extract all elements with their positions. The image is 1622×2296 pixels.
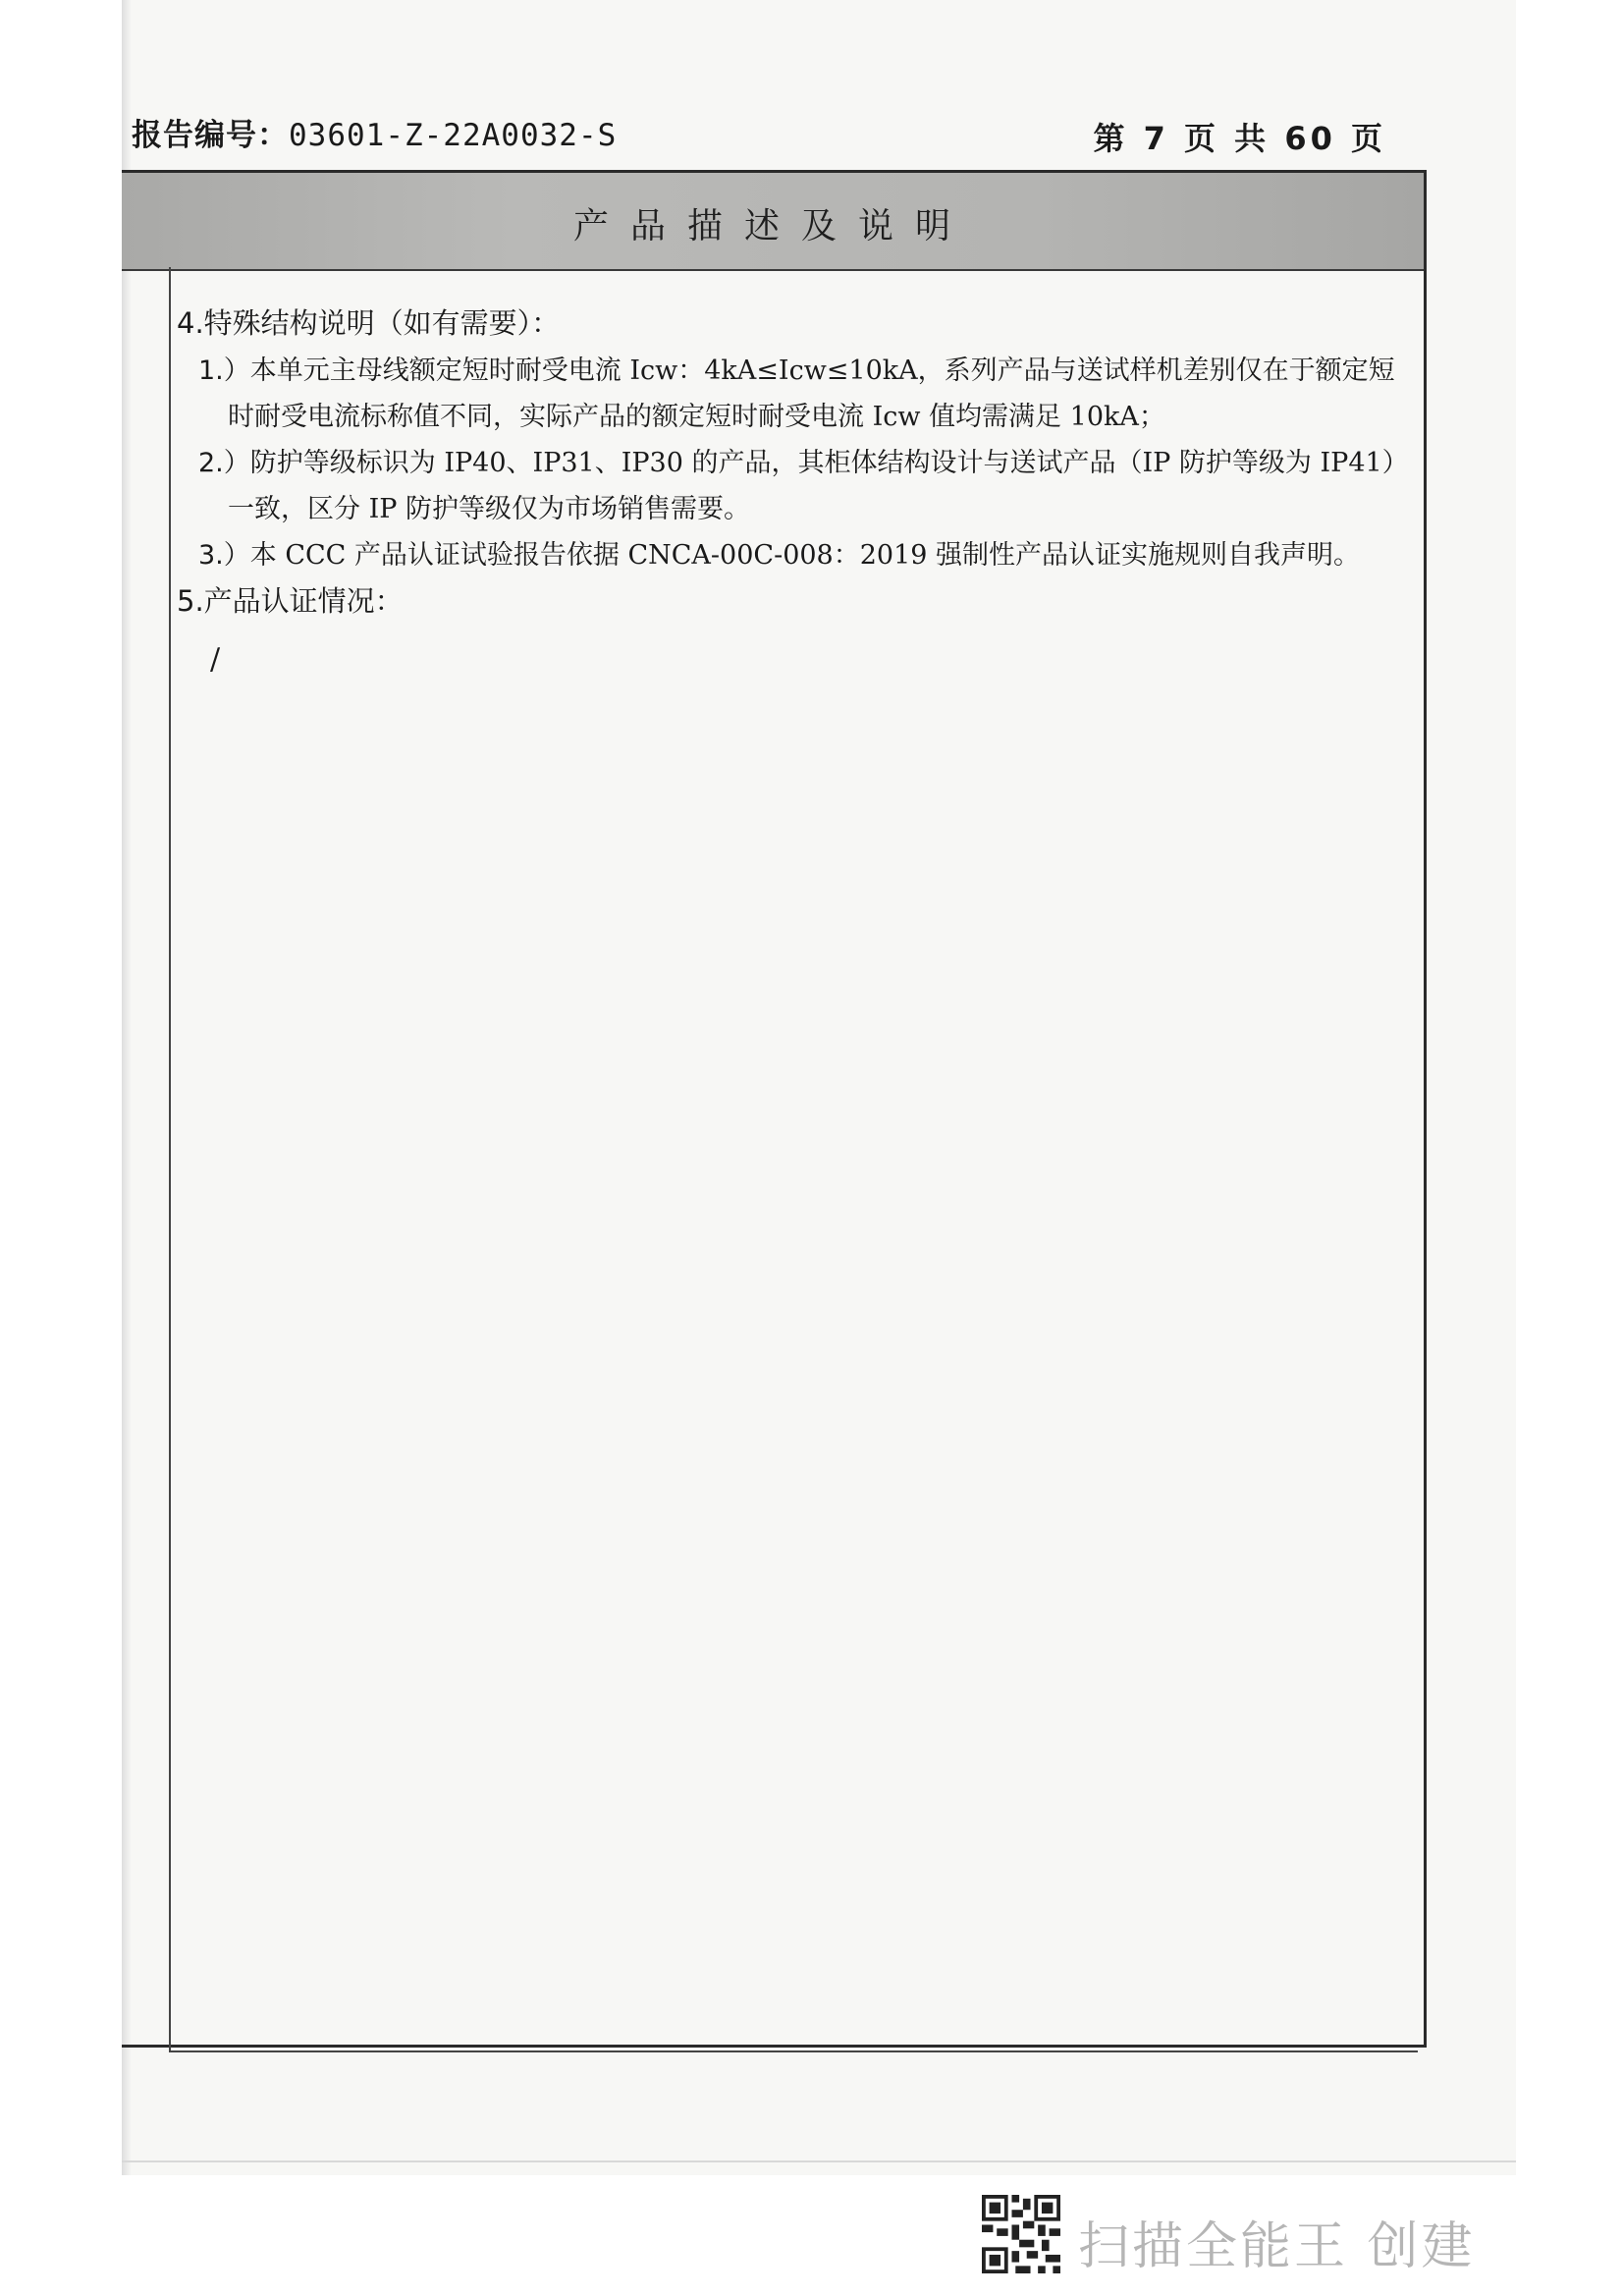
section-5 (177, 578, 1414, 626)
qr-code-icon (982, 2195, 1060, 2273)
section-title-bar (122, 170, 1427, 271)
item-number: 3.） (198, 540, 250, 571)
scanner-watermark (982, 2195, 1476, 2276)
section-4-title: 4.特殊结构说明（如有需要）： (177, 306, 561, 340)
item-text: 本 CCC 产品认证试验报告依据 CNCA-00C-008：2019 强制性产品认证实施规则自我声明。 (249, 540, 1361, 571)
item-text: 防护等级标识为 IP40、IP31、IP30 的产品，其柜体结构设计与送试产品（IP 防护等级为 IP41） (249, 448, 1409, 478)
section-4-item-3 (177, 532, 1414, 578)
section-4 (177, 301, 1414, 348)
item-number: 1.） (198, 355, 250, 386)
report-number-value: 03601-Z-22A0032-S (289, 118, 618, 153)
report-number (132, 110, 617, 154)
watermark-text: 扫描全能王 创建 (1078, 2217, 1476, 2276)
item-text: 本单元主母线额定短时耐受电流 Icw：4kA≤Icw≤10kA，系列产品与送试样机差别仅在于额定短 (249, 355, 1395, 386)
body-text (177, 301, 1414, 626)
page-info: 第 7 页 共 60 页 (1093, 120, 1386, 157)
page-bottom-edge (122, 2160, 1516, 2162)
section-4-item-1 (177, 348, 1414, 394)
certification-status-value: / (210, 642, 221, 677)
section-4-item-2 (177, 440, 1414, 486)
section-title: 产品描述及说明 (572, 206, 972, 246)
section-4-item-2-continued: 一致，区分 IP 防护等级仅为市场销售需要。 (228, 494, 750, 524)
report-number-label: 报告编号： (132, 118, 289, 153)
section-4-item-1-continued: 时耐受电流标称值不同，实际产品的额定短时耐受电流 Icw 值均需满足 10kA； (228, 402, 1165, 432)
item-number: 2.） (198, 448, 250, 478)
section-5-title: 5.产品认证情况： (177, 584, 404, 618)
